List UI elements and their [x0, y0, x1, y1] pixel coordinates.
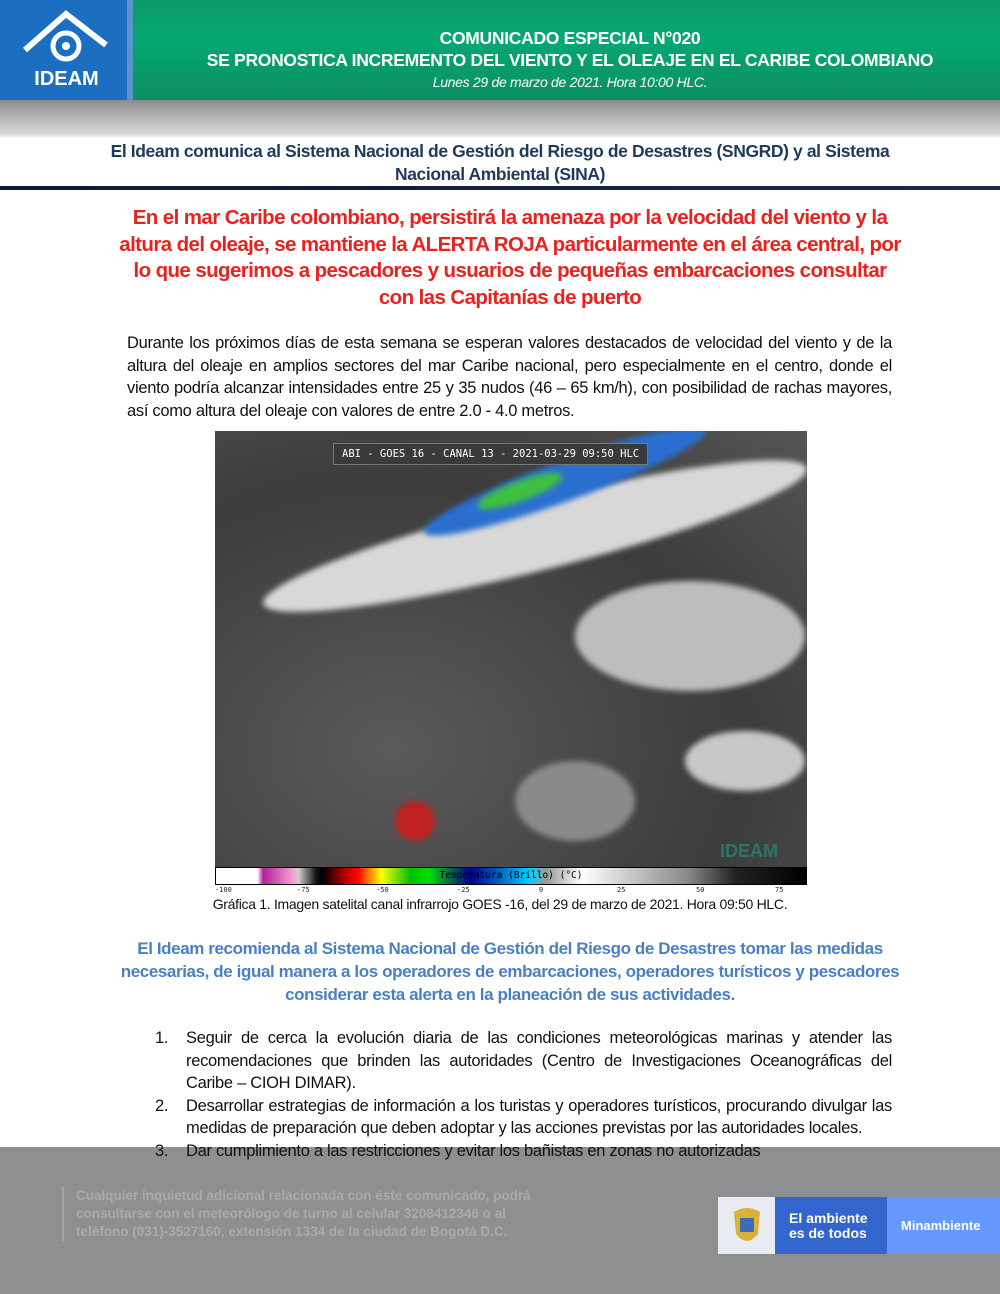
list-item: 1. Seguir de cerca la evolución diaria de las condiciones meteorológicas marinas y atender las recomendaciones que brinden las autoridades (Centro de Investigaciones Oceanográficas del Caribe – CIOH DIMAR).	[155, 1029, 892, 1092]
recommendation-list	[155, 1027, 892, 1162]
contact-info: Cualquier inquietud adicional relacionada con éste comunicado, podrá consultarse con el meteorólogo de turno al celular 3208412346 o al teléfono (031)-3527160, extensión 1334 de la ciudad de Bogotá D.C.	[62, 1187, 562, 1241]
color-scale-ticks	[215, 886, 807, 896]
divider	[0, 186, 1000, 190]
figure-caption: Gráfica 1. Imagen satelital canal infrarrojo GOES -16, del 29 de marzo de 2021. Hora 09:50 HLC.	[212, 896, 788, 912]
subtitle: El Ideam comunica al Sistema Nacional de Gestión del Riesgo de Desastres (SNGRD) y al Sistema Nacional Ambiental (SINA)	[110, 141, 890, 184]
bulletin-number: COMUNICADO ESPECIAL N°020	[439, 28, 701, 48]
bulletin-date: Lunes 29 de marzo de 2021. Hora 10:00 HLC.	[432, 74, 708, 90]
alert-heading: En el mar Caribe colombiano, persistirá la amenaza por la velocidad del viento y la altura del oleaje, se mantiene la ALERTA ROJA particularmente en el área central, por lo que sugerimos a pescadores y usuarios de pequeñas embarcaciones consultar con las Capitanías de puerto	[119, 206, 901, 309]
tick: 25	[617, 886, 626, 894]
minambiente-brand	[718, 1197, 1000, 1254]
coat-of-arms-icon	[718, 1197, 775, 1254]
tick: -25	[457, 886, 470, 894]
list-item: 3. Dar cumplimiento a las restricciones y evitar los bañistas en zonas no autorizadas	[155, 1141, 761, 1160]
satellite-image	[215, 431, 807, 885]
ideam-logo	[0, 0, 133, 100]
tick: 50	[696, 886, 705, 894]
header-fade	[0, 100, 1000, 138]
tick: -50	[376, 886, 389, 894]
footer	[0, 1147, 1000, 1294]
logo-text: IDEAM	[34, 68, 99, 90]
body-paragraph: Durante los próximos días de esta semana se esperan valores destacados de velocidad del viento y de la altura del oleaje en amplios sectores del mar Caribe nacional, pero especialmente en el centro, donde el viento podría alcanzar intensidades entre 25 y 35 nudos (46 – 65 km/h), con posibilidad de rachas mayores, así como altura del oleaje con valores de entre 2.0 - 4.0 metros.	[127, 334, 892, 420]
tick: -100	[215, 886, 232, 894]
list-item: 2. Desarrollar estrategias de información a los turistas y operadores turísticos, procurando divulgar las medidas de preparación que deben adoptar y las acciones previstas por las autoridades locales.	[155, 1096, 892, 1137]
tick: 0	[539, 886, 544, 894]
ideam-watermark: IDEAM	[720, 841, 778, 861]
tick: 75	[775, 886, 784, 894]
header-title	[140, 27, 1000, 93]
bulletin-headline: SE PRONOSTICA INCREMENTO DEL VIENTO Y EL OLEAJE EN EL CARIBE COLOMBIANO	[206, 50, 934, 70]
ideam-swirl-icon	[0, 0, 133, 66]
header-banner	[0, 0, 1000, 100]
color-scale-bar	[215, 867, 807, 885]
slogan: El ambiente es de todos	[775, 1197, 887, 1254]
recommendation-heading: El Ideam recomienda al Sistema Nacional de Gestión del Riesgo de Desastres tomar las medidas necesarias, de igual manera a los operadores de embarcaciones, operadores turísticos y pescadores considerar esta alerta en la planeación de sus actividades.	[120, 939, 900, 1004]
image-timestamp: ABI - GOES 16 - CANAL 13 - 2021-03-29 09:50 HLC	[333, 443, 648, 465]
ministry-name: Minambiente	[887, 1197, 1000, 1254]
color-scale-label: Temperatura (Brillo) (°C)	[439, 870, 583, 881]
tick: -75	[297, 886, 310, 894]
